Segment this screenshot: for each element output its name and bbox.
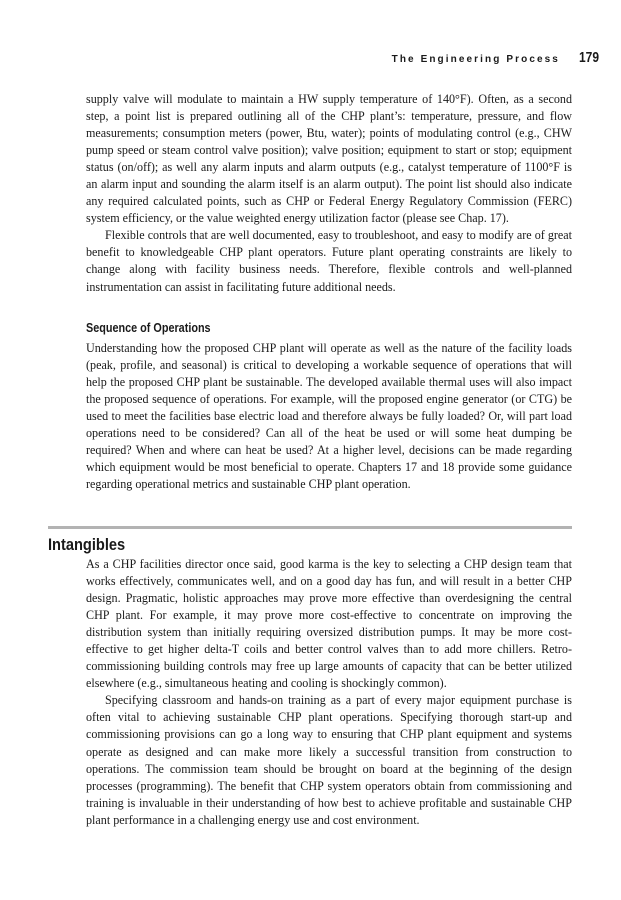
paragraph: Specifying classroom and hands-on training as a part of every major equipment purchase is often vital to achieving sustainable CHP plant operations. Specifying thorough start-up and commissioning provisions can go a long way to ensuring that CHP plant equipment and systems operate as designed and can make more likely a successful transition from construction to operations. The commission team should be brought on board at the beginning of the design processes (programming). The benefit that CHP system operators obtain from commissioning and training is invaluable in their understanding of how best to achieve profitable and sustainable CHP plant performance in a challenging energy use and cost environment. (86, 693, 572, 827)
section-divider (48, 526, 572, 529)
paragraph: As a CHP facilities director once said, good karma is the key to selecting a CHP design team that works effectively, communicates well, and on a good day has fun, and will result in a better CHP design. Pragmatic, holistic approaches may prove more effective than overdesigning the central CHP plant. For example, it may prove more cost-effective to concentrate on improving the distribution system than initially requiring oversized distribution pumps. It may be more cost-effective to get higher delta-T coils and better control valves than to add more chillers. Retro-commissioning building controls may free up large amounts of capacity that can be better utilized elsewhere (e.g., simultaneous heating and cooling is shockingly common). (86, 557, 572, 691)
top-section (86, 91, 572, 296)
running-header (392, 49, 599, 66)
paragraph: Flexible controls that are well documented, easy to troubleshoot, and easy to modify are of great benefit to knowledgeable CHP plant operators. Future plant operating constraints are likely to change along with facility business needs. Therefore, flexible controls and well-planned instrumentation can assist in facilitating future additional needs. (86, 228, 572, 294)
paragraph: supply valve will modulate to maintain a HW supply temperature of 140°F). Often, as a second step, a point list is prepared outlining all of the CHP plant’s: temperature, pressure, and flow measurements; consumption meters (power, Btu, water); points of modulating control (e.g., CHW pump speed or steam control valve position); valve position; equipment to start or stop; equipment status (on/off); as well any alarm inputs and alarm outputs (e.g., catalyst temperature of 1100°F is an alarm input and sounding the alarm itself is an alarm output). The point list should also indicate any required calculated points, such as CHP or Federal Energy Regulatory Commission (FERC) system efficiency, or the value weighted energy utilization factor (please see Chap. 17). (86, 92, 572, 226)
section-heading-intangibles: Intangibles (48, 535, 126, 554)
subheading-sequence-of-operations: Sequence of Operations (86, 321, 211, 335)
page-number: 179 (578, 49, 599, 66)
paragraph: Understanding how the proposed CHP plant will operate as well as the nature of the facility loads (peak, profile, and seasonal) is critical to developing a workable sequence of operations that will help the proposed CHP plant be sustainable. The developed available thermal uses will also impact the proposed sequence of operations. For example, will the proposed engine generator (or CTG) be used to meet the facilities base electric load and therefore always be fully loaded? Or, will part load operations need to be considered? Can all of the heat be used or will some heat dumping be required? When and where can heat be used? At a higher level, decisions can be made regarding which equipment would be most beneficial to operate. Chapters 17 and 18 provide some guidance regarding operational metrics and sustainable CHP plant operation. (86, 341, 572, 492)
running-title: The Engineering Process (391, 54, 560, 65)
sequence-of-operations-section (86, 340, 572, 493)
intangibles-section (86, 556, 572, 829)
